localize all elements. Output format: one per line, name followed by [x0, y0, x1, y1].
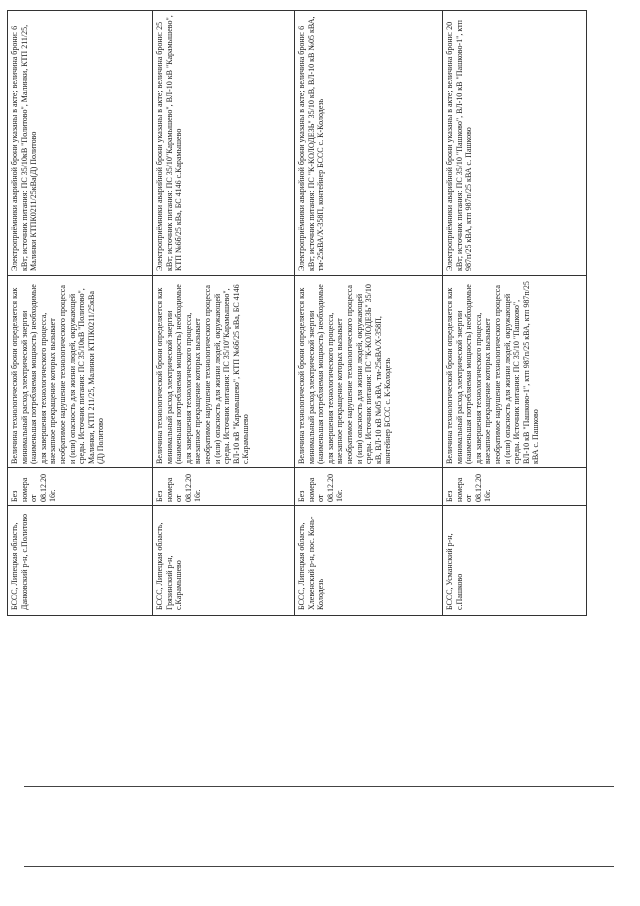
description-cell	[8, 275, 152, 467]
doc-text: Без номера от 08.12.2016г.	[155, 474, 203, 502]
consumer-text: БССС, Липецкая область, Грязинский р-н, с.Карамышево	[155, 522, 184, 610]
emergency-text: Электроприёмники аварийной брони указаны в акте; величина брони: 25 кВт; источник питания: ПС 35/10"Карамышево", ВЛ-10 кВ "Карамышево", КТП №6б/25 кВа, БС 4146 с.Карамышево	[155, 15, 184, 271]
doc-cell	[153, 467, 294, 505]
description-text: Величина технологической брони определяется как минимальный расход электрической энергии (наименьшая потребляемая мощность) необходимые для завершения технологического процесса, внезапное прекращение которых вызывает необратимое нарушение технологического процесса и (или) опасность для жизни людей, окружающей среды. Источник питания: ПС "К-КОЛОДЕЗЬ" 35/10 кВ, ВЛ-10 кВ №05 кВА, тм-25кВА/Х-358П, контейнер БССС с. К-Колодезь	[297, 284, 393, 464]
description-text: Величина технологической брони определяется как минимальный расход электрической энергии (наименьшая потребляемая мощность) необходимые для завершения технологического процесса, внезапное прекращение которых вызывает необратимое нарушение технологического процесса и (или) опасность для жизни людей, окружающей среды. Источник питания: ПС 35/10"Карамышево", ВЛ-10 кВ "Карамышево", КТП №6б/25 кВа, БС 4146 с.Карамышево	[155, 284, 251, 464]
table-row	[8, 11, 153, 615]
description-cell	[153, 275, 294, 467]
table-row	[443, 11, 586, 615]
doc-text: Без номера от 08.12.2016г.	[297, 474, 345, 502]
consumer-text: БССС, Усманский р-н, с.Пашково	[445, 533, 464, 610]
separator-line	[24, 786, 614, 787]
separator-line	[24, 866, 614, 867]
consumer-text: БССС, Липецкая область, Данковский р-н, с.Политово	[10, 513, 29, 610]
doc-cell	[8, 467, 152, 505]
consumer-cell	[8, 505, 152, 613]
brone-table	[7, 10, 587, 616]
doc-text: Без номера от 08.12.2016г.	[445, 474, 493, 502]
emergency-cell	[8, 11, 152, 275]
table-row	[295, 11, 443, 615]
description-text: Величина технологической брони определяется как минимальный расход электрической энергии (наименьшая потребляемая мощность) необходимые для завершения технологического процесса, внезапное прекращение которых вызывает необратимое нарушение технологического процесса и (или) опасность для жизни людей, окружающей среды. Источник питания: ПС 35/10 "Пашково", ВЛ-10 кВ "Пашково-1", ктп 987п/25 кВА, ктп 987п/25 кВА с. Пашково	[445, 281, 541, 464]
doc-cell	[295, 467, 442, 505]
description-cell	[295, 275, 442, 467]
description-text: Величина технологической брони определяется как минимальный расход электрической энергии (наименьшая потребляемая мощность) необходимые для завершения технологического процесса, внезапное прекращение которых вызывает необратимое нарушение технологического процесса и (или) опасность для жизни людей, окружающей среды. Источник питания: ПС 35/10кВ "Политово", Малинки, КТП 211/25, Малинки КТПК0211/25кВа (Д) Политово	[10, 284, 106, 464]
consumer-cell	[443, 505, 586, 613]
consumer-text: БССС, Липецкая область, Хлевенский р-н, пос. Конь-Колодезь	[297, 516, 326, 610]
consumer-cell	[295, 505, 442, 613]
emergency-text: Электроприёмники аварийной брони указаны в акте; величина брони: 6 кВт; источник питания: ПС "К-КОЛОДЕЗЬ" 35/10 кВ, ВЛ-10 кВ №05 кВА, тм-25кВА/Х-358П, контейнер БССС с. К-Колодезь	[297, 16, 326, 271]
doc-cell	[443, 467, 586, 505]
doc-text: Без номера от 08.12.2016г.	[10, 474, 58, 502]
emergency-cell	[443, 11, 586, 275]
emergency-cell	[295, 11, 442, 275]
table-row	[153, 11, 295, 615]
emergency-cell	[153, 11, 294, 275]
description-cell	[443, 275, 586, 467]
consumer-cell	[153, 505, 294, 613]
emergency-text: Электроприёмники аварийной брони указаны в акте; величина брони: 20 кВт; источник питания: ПС 35/10 "Пашково", ВЛ-10 кВ "Пашково-1", ктп 987п/25 кВА, ктп 987п/25 кВА с. Пашково	[445, 20, 474, 271]
emergency-text: Электроприёмники аварийной брони указаны в акте; величина брони: 6 кВт; источник питания: ПС 35/10кВ "Политово", Малинки, КТП 211/25, Малинки КТПК0211/25кВа(Д) Политово	[10, 24, 39, 271]
